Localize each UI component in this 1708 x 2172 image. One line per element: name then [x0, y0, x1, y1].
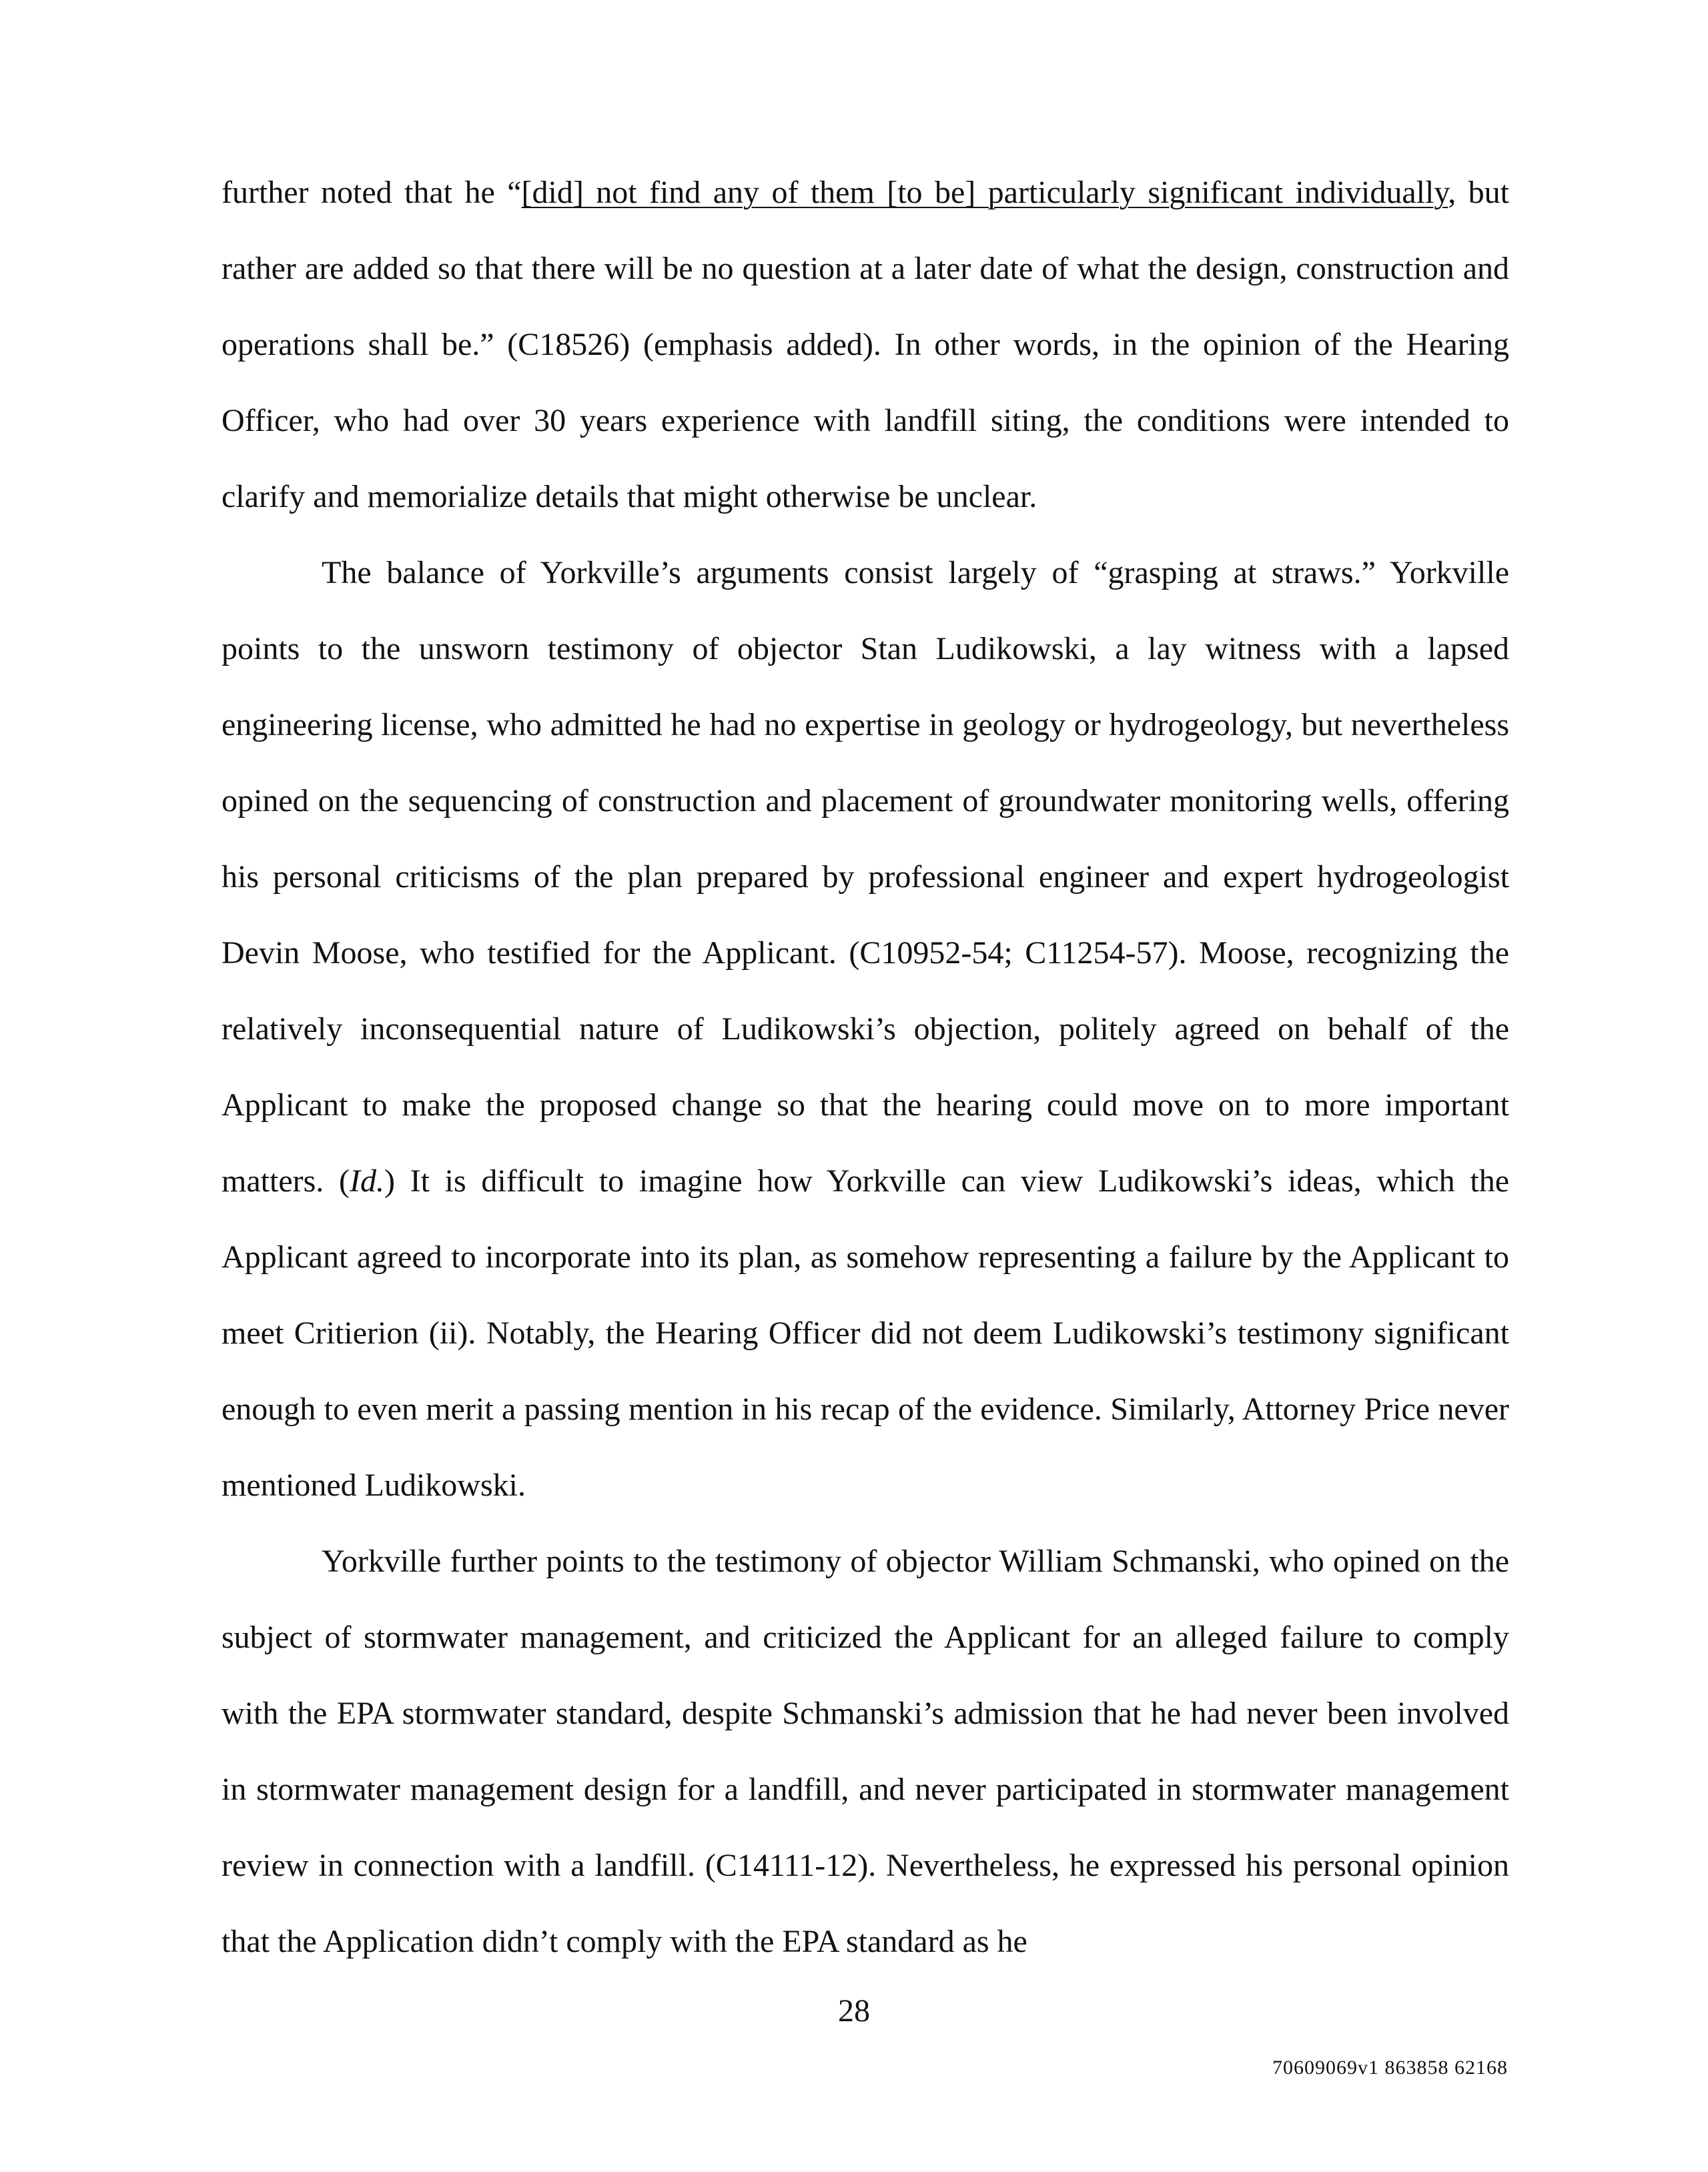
paragraph-1-text-c: , but rather are added so that there will be no question at a later date of what the design, construction and operations shall be.” (C18526) (emphasis added). In other words, in the opinion of the Hearing Officer, who had over 30 years experience with landfill siting, the conditions were intended to clarify and memorialize details that might otherwise be unclear. [222, 175, 1509, 514]
body-text [222, 155, 1509, 1980]
page-number: 28 [838, 1993, 870, 2029]
paragraph-3-text-a: Yorkville further points to the testimony of objector William Schmanski, who opined on the subject of stormwater management, and criticized the Applicant for an alleged failure to comply with the EPA stormwater standard, despite Schmanski’s admission that he had never been involved in stormwater management design for a landfill, and never participated in stormwater management review in connection with a landfill. (C14111-12). Nevertheless, he expressed his personal opinion that the Application didn’t comply with the EPA standard as he [222, 1544, 1509, 1959]
paragraph-1 [222, 155, 1509, 535]
paragraph-1-text-a: further noted that he “ [222, 175, 522, 210]
paragraph-2-text-c: ) It is difficult to imagine how Yorkville can view Ludikowski’s ideas, which the Applicant agreed to incorporate into its plan, as somehow representing a failure by the Applicant to meet Critierion (ii). Notably, the Hearing Officer did not deem Ludikowski’s testimony significant enough to even merit a passing mention in his recap of the evidence. Similarly, Attorney Price never mentioned Ludikowski. [222, 1163, 1509, 1503]
paragraph-3 [222, 1524, 1509, 1980]
paragraph-2-text-a: The balance of Yorkville’s arguments consist largely of “grasping at straws.” Yorkville points to the unsworn testimony of objector Stan Ludikowski, a lay witness with a lapsed engineering license, who admitted he had no expertise in geology or hydrogeology, but nevertheless opined on the sequencing of construction and placement of groundwater monitoring wells, offering his personal criticisms of the plan prepared by professional engineer and expert hydrogeologist Devin Moose, who testified for the Applicant. (C10952-54; C11254-57). Moose, recognizing the relatively inconsequential nature of Ludikowski’s objection, politely agreed on behalf of the Applicant to make the proposed change so that the hearing could move on to more important matters. ( [222, 555, 1509, 1199]
paragraph-2 [222, 535, 1509, 1524]
paragraph-1-underlined-quote: [did] not find any of them [to be] particularly significant individually [521, 175, 1448, 210]
paragraph-2-id-citation: Id. [349, 1163, 384, 1199]
document-id: 70609069v1 863858 62168 [1272, 2057, 1508, 2079]
